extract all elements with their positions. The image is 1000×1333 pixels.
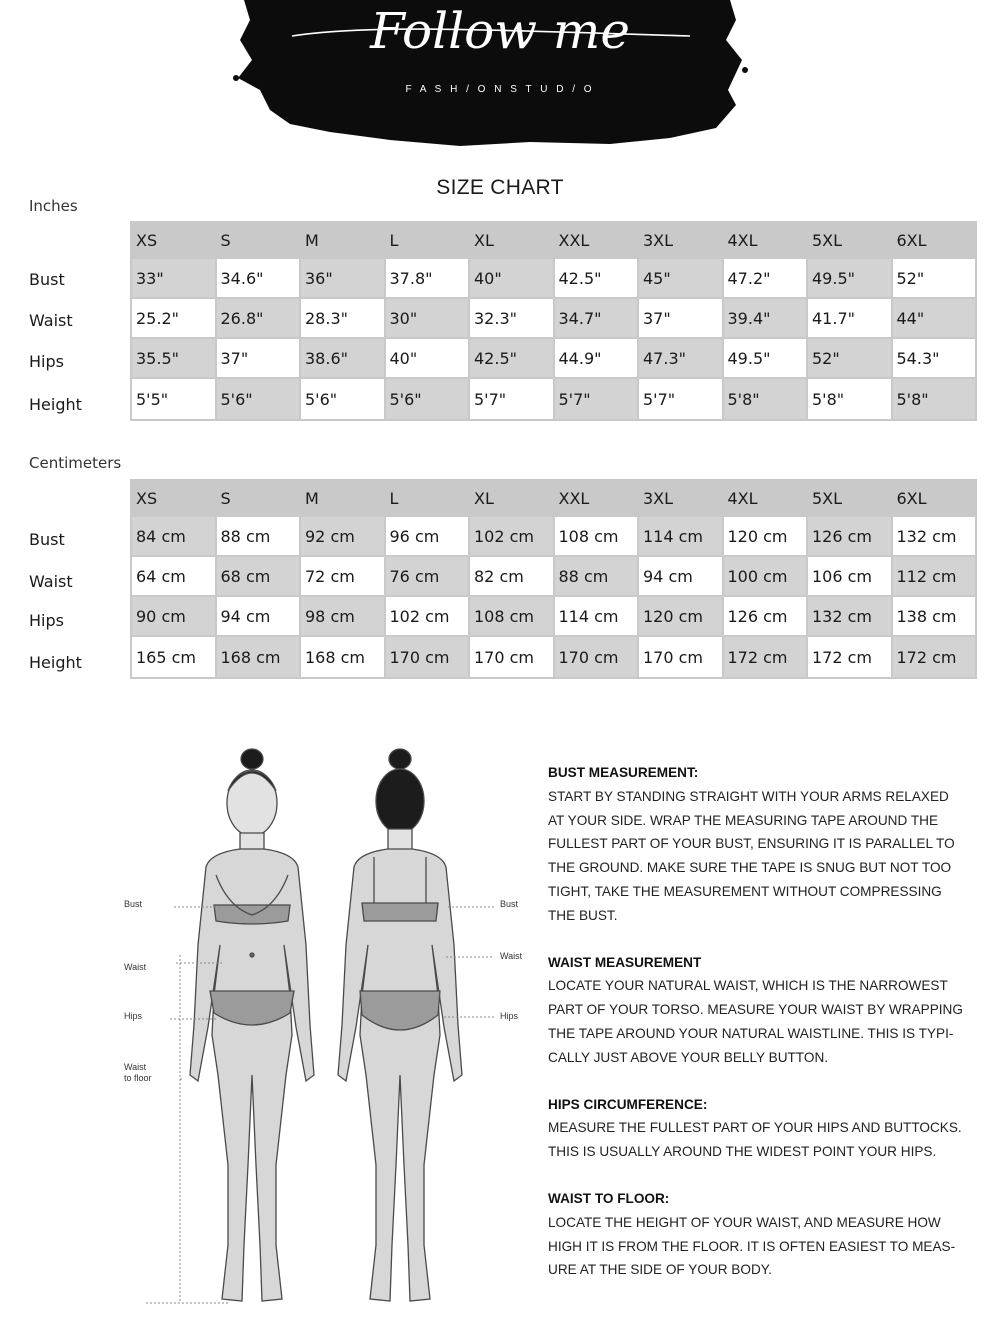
back-bust-label: Bust — [500, 899, 519, 909]
table-cell: 47.2" — [723, 258, 808, 298]
back-figure — [338, 749, 462, 1301]
table-cell: 30" — [385, 298, 470, 338]
table-cell: 132 cm — [807, 596, 892, 636]
table-cell: 108 cm — [554, 516, 639, 556]
table-row — [131, 556, 976, 596]
table-cell: 126 cm — [723, 596, 808, 636]
table-cell: 49.5" — [807, 258, 892, 298]
page-title: SIZE CHART — [436, 176, 564, 199]
inches-section-label: Inches — [29, 197, 78, 215]
instruction-line: THE TAPE AROUND YOUR NATURAL WAISTLINE. THIS IS TYPI- — [548, 1025, 954, 1041]
size-header-cell: XL — [469, 222, 554, 258]
size-header-cell: XS — [131, 222, 216, 258]
table-cell: 36" — [300, 258, 385, 298]
front-bust-label: Bust — [124, 899, 143, 909]
front-waist-to-floor-label-2: to floor — [124, 1073, 152, 1083]
table-cell: 84 cm — [131, 516, 216, 556]
table-cell: 165 cm — [131, 636, 216, 678]
table-cell: 120 cm — [638, 596, 723, 636]
table-cell: 120 cm — [723, 516, 808, 556]
table-cell: 54.3" — [892, 338, 977, 378]
instruction-line: START BY STANDING STRAIGHT WITH YOUR ARMS RELAXED — [548, 788, 949, 804]
instruction-line: TIGHT, TAKE THE MEASUREMENT WITHOUT COMPRESSING — [548, 883, 942, 899]
table-row — [131, 258, 976, 298]
size-header-cell: 5XL — [807, 222, 892, 258]
instruction-line: THE BUST. — [548, 907, 618, 923]
table-cell: 168 cm — [216, 636, 301, 678]
inches-size-table — [130, 221, 977, 421]
instruction-line: FULLEST PART OF YOUR BUST, ENSURING IT IS PARALLEL TO — [548, 836, 955, 852]
table-cell: 49.5" — [723, 338, 808, 378]
instruction-line: THIS IS USUALLY AROUND THE WIDEST POINT YOUR HIPS. — [548, 1144, 937, 1160]
table-cell: 108 cm — [469, 596, 554, 636]
size-header-cell: M — [300, 480, 385, 516]
table-cell: 5'7" — [469, 378, 554, 420]
instruction-line: AT YOUR SIDE. WRAP THE MEASURING TAPE AROUND THE — [548, 812, 939, 828]
size-header-cell: M — [300, 222, 385, 258]
measurement-instructions — [548, 761, 968, 1305]
size-header-row — [131, 480, 976, 516]
instruction-heading: HIPS CIRCUMFERENCE: — [548, 1096, 708, 1112]
table-row — [131, 516, 976, 556]
table-cell: 170 cm — [638, 636, 723, 678]
table-cell: 45" — [638, 258, 723, 298]
table-cell: 82 cm — [469, 556, 554, 596]
table-cell: 5'5" — [131, 378, 216, 420]
size-header-cell: 6XL — [892, 222, 977, 258]
table-cell: 5'7" — [554, 378, 639, 420]
table-cell: 37" — [216, 338, 301, 378]
size-header-cell: S — [216, 222, 301, 258]
centimeters-size-table — [130, 479, 977, 679]
table-cell: 35.5" — [131, 338, 216, 378]
table-cell: 52" — [892, 258, 977, 298]
back-hips-label: Hips — [500, 1011, 519, 1021]
table-cell: 38.6" — [300, 338, 385, 378]
table-cell: 47.3" — [638, 338, 723, 378]
table-cell: 5'6" — [385, 378, 470, 420]
table-cell: 94 cm — [638, 556, 723, 596]
instruction-body — [548, 1116, 968, 1164]
table-cell: 64 cm — [131, 556, 216, 596]
table-cell: 68 cm — [216, 556, 301, 596]
front-waist-label: Waist — [124, 962, 147, 972]
table-cell: 172 cm — [807, 636, 892, 678]
row-label-hips: Hips — [29, 611, 64, 630]
table-cell: 168 cm — [300, 636, 385, 678]
table-cell: 112 cm — [892, 556, 977, 596]
table-cell: 72 cm — [300, 556, 385, 596]
table-cell: 37.8" — [385, 258, 470, 298]
table-cell: 42.5" — [554, 258, 639, 298]
instruction-line: LOCATE THE HEIGHT OF YOUR WAIST, AND MEASURE HOW — [548, 1214, 941, 1230]
table-cell: 114 cm — [554, 596, 639, 636]
size-header-cell: S — [216, 480, 301, 516]
table-cell: 44.9" — [554, 338, 639, 378]
size-header-cell: XS — [131, 480, 216, 516]
instruction-body — [548, 974, 968, 1069]
table-cell: 37" — [638, 298, 723, 338]
instruction-line: HIGH IT IS FROM THE FLOOR. IT IS OFTEN EASIEST TO MEAS- — [548, 1238, 956, 1254]
table-cell: 28.3" — [300, 298, 385, 338]
instruction-heading: BUST MEASUREMENT: — [548, 765, 699, 780]
table-cell: 102 cm — [469, 516, 554, 556]
table-cell: 172 cm — [723, 636, 808, 678]
body-measurement-illustration — [110, 745, 540, 1315]
front-hips-label: Hips — [124, 1011, 143, 1021]
table-row — [131, 636, 976, 678]
instruction-line: URE AT THE SIDE OF YOUR BODY. — [548, 1262, 772, 1278]
table-cell: 98 cm — [300, 596, 385, 636]
table-cell: 34.7" — [554, 298, 639, 338]
instruction-body — [548, 1211, 968, 1282]
back-waist-label: Waist — [500, 951, 523, 961]
row-label-height: Height — [29, 395, 82, 414]
table-cell: 92 cm — [300, 516, 385, 556]
size-header-row — [131, 222, 976, 258]
size-header-cell: XXL — [554, 480, 639, 516]
table-row — [131, 298, 976, 338]
table-cell: 102 cm — [385, 596, 470, 636]
size-header-cell: L — [385, 222, 470, 258]
brand-script-text: Follow me — [370, 2, 630, 60]
table-cell: 170 cm — [385, 636, 470, 678]
table-row — [131, 596, 976, 636]
instruction-line: LOCATE YOUR NATURAL WAIST, WHICH IS THE NARROWEST — [548, 978, 948, 994]
table-cell: 40" — [385, 338, 470, 378]
table-cell: 52" — [807, 338, 892, 378]
table-cell: 34.6" — [216, 258, 301, 298]
size-header-cell: 4XL — [723, 480, 808, 516]
table-cell: 5'7" — [638, 378, 723, 420]
table-cell: 106 cm — [807, 556, 892, 596]
brand-logo — [230, 0, 750, 150]
table-cell: 88 cm — [554, 556, 639, 596]
table-cell: 170 cm — [469, 636, 554, 678]
instruction-line: PART OF YOUR TORSO. MEASURE YOUR WAIST BY WRAPPING — [548, 1002, 963, 1018]
row-label-hips: Hips — [29, 352, 64, 371]
table-cell: 88 cm — [216, 516, 301, 556]
table-cell: 5'8" — [807, 378, 892, 420]
row-label-bust: Bust — [29, 270, 65, 289]
instruction-line: MEASURE THE FULLEST PART OF YOUR HIPS AND BUTTOCKS. — [548, 1120, 962, 1136]
size-header-cell: 4XL — [723, 222, 808, 258]
table-cell: 172 cm — [892, 636, 977, 678]
table-cell: 5'8" — [892, 378, 977, 420]
table-cell: 100 cm — [723, 556, 808, 596]
table-row — [131, 338, 976, 378]
table-cell: 39.4" — [723, 298, 808, 338]
instruction-line: CALLY JUST ABOVE YOUR BELLY BUTTON. — [548, 1049, 829, 1065]
table-row — [131, 378, 976, 420]
table-cell: 90 cm — [131, 596, 216, 636]
row-label-waist: Waist — [29, 572, 73, 591]
instruction-line: THE GROUND. MAKE SURE THE TAPE IS SNUG BUT NOT TOO — [548, 860, 952, 876]
table-cell: 25.2" — [131, 298, 216, 338]
centimeters-section-label: Centimeters — [29, 454, 122, 472]
table-cell: 26.8" — [216, 298, 301, 338]
size-header-cell: 3XL — [638, 480, 723, 516]
row-label-bust: Bust — [29, 530, 65, 549]
instruction-heading: WAIST TO FLOOR: — [548, 1190, 670, 1206]
table-cell: 132 cm — [892, 516, 977, 556]
table-cell: 33" — [131, 258, 216, 298]
size-header-cell: XL — [469, 480, 554, 516]
table-cell: 5'8" — [723, 378, 808, 420]
size-header-cell: 6XL — [892, 480, 977, 516]
row-label-waist: Waist — [29, 311, 73, 330]
brand-tagline: F A S H / O N S T U D / O — [405, 84, 595, 95]
table-cell: 5'6" — [216, 378, 301, 420]
front-figure — [190, 749, 314, 1301]
front-waist-to-floor-label: Waist — [124, 1062, 147, 1072]
size-header-cell: L — [385, 480, 470, 516]
table-cell: 32.3" — [469, 298, 554, 338]
table-cell: 96 cm — [385, 516, 470, 556]
row-label-height: Height — [29, 653, 82, 672]
size-header-cell: 5XL — [807, 480, 892, 516]
table-cell: 41.7" — [807, 298, 892, 338]
table-cell: 5'6" — [300, 378, 385, 420]
size-header-cell: 3XL — [638, 222, 723, 258]
table-cell: 126 cm — [807, 516, 892, 556]
table-cell: 138 cm — [892, 596, 977, 636]
table-cell: 170 cm — [554, 636, 639, 678]
table-cell: 42.5" — [469, 338, 554, 378]
table-cell: 94 cm — [216, 596, 301, 636]
table-cell: 76 cm — [385, 556, 470, 596]
table-cell: 40" — [469, 258, 554, 298]
instruction-heading: WAIST MEASUREMENT — [548, 954, 702, 970]
size-header-cell: XXL — [554, 222, 639, 258]
instruction-body — [548, 785, 968, 928]
table-cell: 44" — [892, 298, 977, 338]
table-cell: 114 cm — [638, 516, 723, 556]
